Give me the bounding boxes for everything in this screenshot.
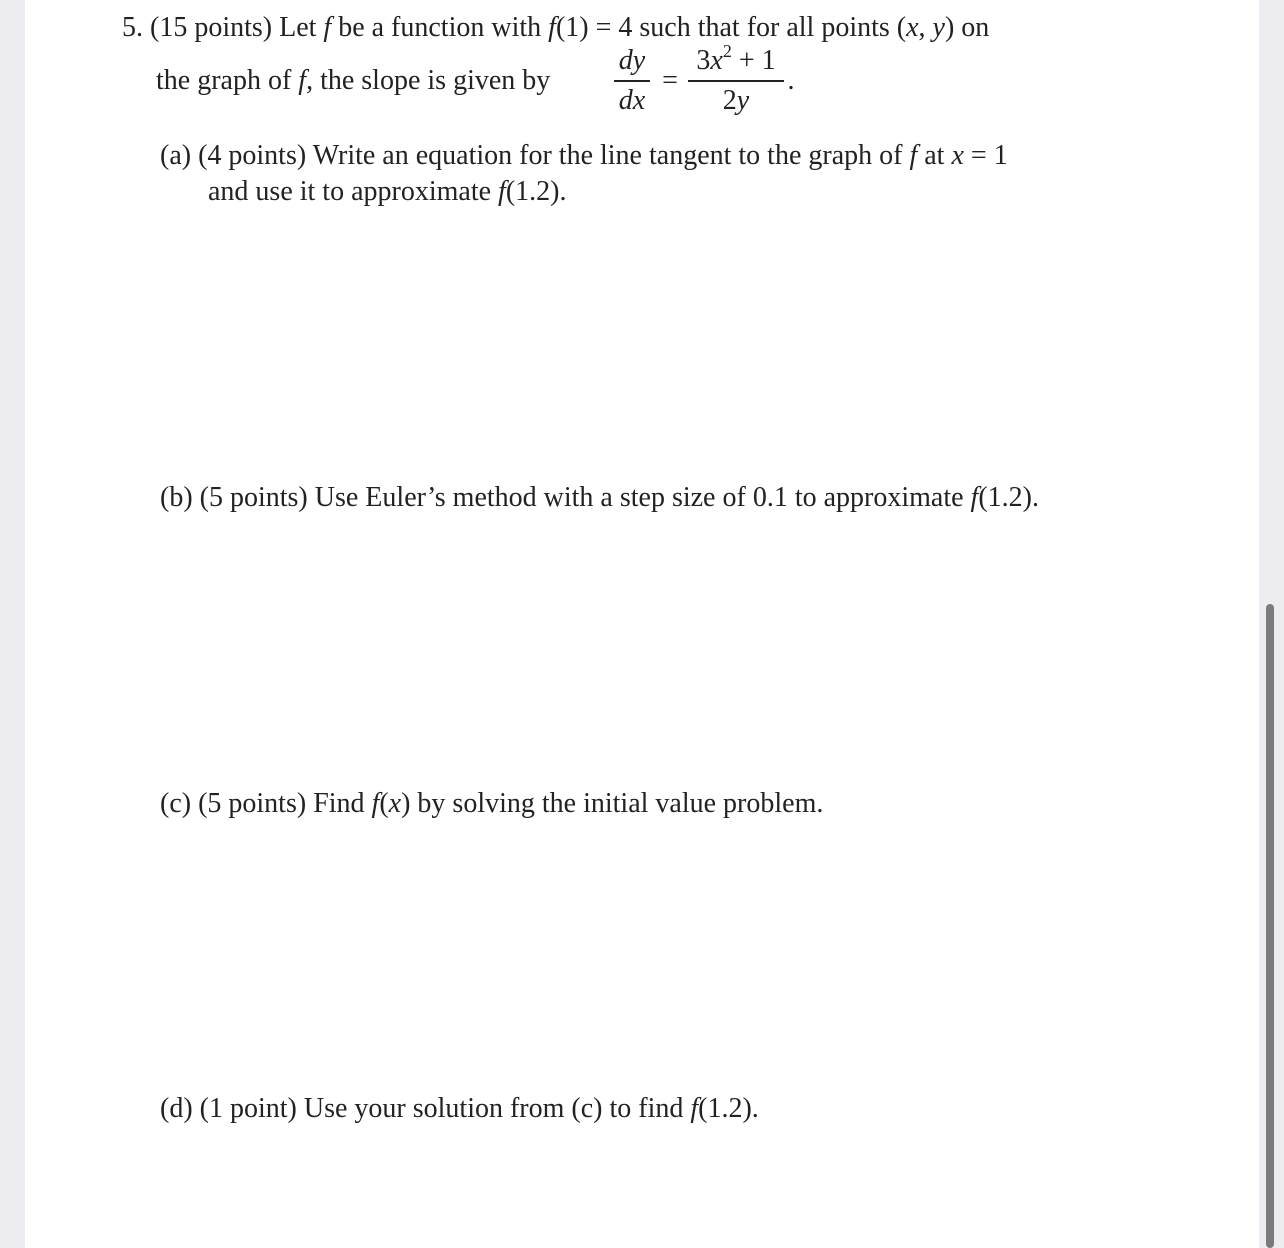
slope-denominator: 2y (722, 85, 750, 116)
part-c-label: (c) (160, 788, 192, 819)
part-b-label: (b) (160, 482, 193, 513)
slope-period: . (787, 65, 795, 96)
derivative-fraction-bar (614, 80, 650, 82)
slope-fraction-bar (688, 80, 784, 82)
problem-number: 5. (122, 12, 143, 43)
part-a-line-1: (a) (4 points) Write an equation for the line tangent to the graph of f at x = 1 (160, 140, 1008, 171)
part-b-points: (5 points) (199, 482, 308, 513)
part-d-label: (d) (160, 1093, 193, 1124)
part-b: (b) (5 points) Use Euler’s method with a step size of 0.1 to approximate f(1.2). (160, 482, 1039, 513)
part-d: (d) (1 point) Use your solution from (c) to find f(1.2). (160, 1093, 759, 1124)
part-c: (c) (5 points) Find f(x) by solving the initial value problem. (160, 788, 824, 819)
part-c-points: (5 points) (198, 788, 307, 819)
problem-statement-line-2: the graph of f, the slope is given by (156, 65, 551, 96)
problem-statement-line-1: 5. (15 points) Let f be a function with f(1) = 4 such that for all points (x, y) on (122, 12, 990, 43)
derivative-numerator: dy (618, 45, 646, 76)
problem-points: (15 points) (150, 12, 273, 43)
part-a-label: (a) (160, 140, 192, 171)
part-d-points: (1 point) (199, 1093, 297, 1124)
equals-sign: = (662, 65, 678, 96)
part-a-line-2: and use it to approximate f(1.2). (208, 176, 567, 207)
derivative-denominator: dx (618, 85, 646, 116)
slope-numerator: $3x^2 + 1$ (696, 40, 776, 76)
scrollbar-thumb[interactable] (1266, 604, 1274, 1248)
part-a-points: (4 points) (198, 140, 307, 171)
